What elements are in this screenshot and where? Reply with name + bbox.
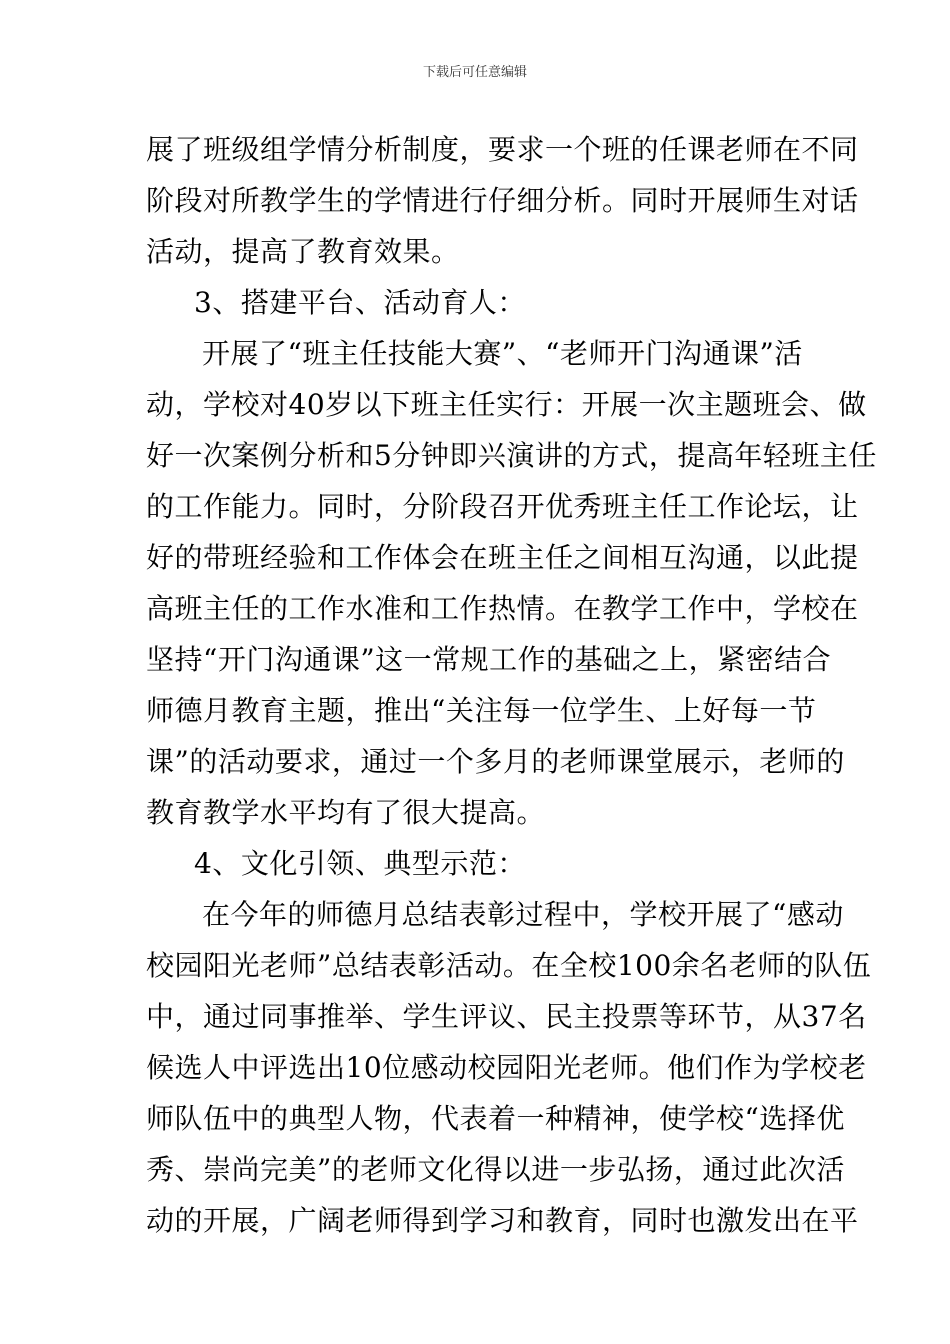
text-line: 在今年的师德月总结表彰过程中，学校开展了“感动 xyxy=(202,898,844,931)
text-line: 活动，提高了教育效果。 xyxy=(146,235,460,268)
document-body xyxy=(146,124,877,1246)
text-line: 好的带班经验和工作体会在班主任之间相互沟通，以此提 xyxy=(146,541,859,574)
text-line: 教育教学水平均有了很大提高。 xyxy=(146,796,546,829)
text-line: 课”的活动要求，通过一个多月的老师课堂展示，老师的 xyxy=(146,745,845,778)
text-line: 中，通过同事推举、学生评议、民主投票等环节，从37名 xyxy=(146,1000,867,1033)
text-line: 开展了“班主任技能大赛”、“老师开门沟通课”活 xyxy=(202,337,803,370)
text-line: 阶段对所教学生的学情进行仔细分析。同时开展师生对话 xyxy=(146,184,859,217)
text-line: 展了班级组学情分析制度，要求一个班的任课老师在不同 xyxy=(146,133,859,166)
text-line: 高班主任的工作水准和工作热情。在教学工作中，学校在 xyxy=(146,592,859,625)
section-heading: 3、搭建平台、活动育人： xyxy=(194,286,526,319)
text-line: 秀、崇尚完美”的老师文化得以进一步弘扬，通过此次活 xyxy=(146,1153,845,1186)
page-header: 下载后可任意编辑 xyxy=(422,65,527,80)
section-heading: 4、文化引领、典型示范： xyxy=(194,847,526,880)
text-line: 动，学校对40岁以下班主任实行：开展一次主题班会、做 xyxy=(146,388,867,421)
text-line: 的工作能力。同时，分阶段召开优秀班主任工作论坛，让 xyxy=(146,490,859,523)
text-line: 师队伍中的典型人物，代表着一种精神，使学校“选择优 xyxy=(146,1102,845,1135)
text-line: 候选人中评选出10位感动校园阳光老师。他们作为学校老 xyxy=(146,1051,867,1084)
text-line: 动的开展，广阔老师得到学习和教育，同时也激发出在平 xyxy=(146,1204,859,1237)
text-line: 坚持“开门沟通课”这一常规工作的基础之上，紧密结合 xyxy=(146,643,832,676)
text-line: 好一次案例分析和5分钟即兴演讲的方式，提高年轻班主任 xyxy=(146,439,877,472)
text-line: 师德月教育主题，推出“关注每一位学生、上好每一节 xyxy=(146,694,817,727)
text-line: 校园阳光老师”总结表彰活动。在全校100余名老师的队伍 xyxy=(146,949,872,982)
